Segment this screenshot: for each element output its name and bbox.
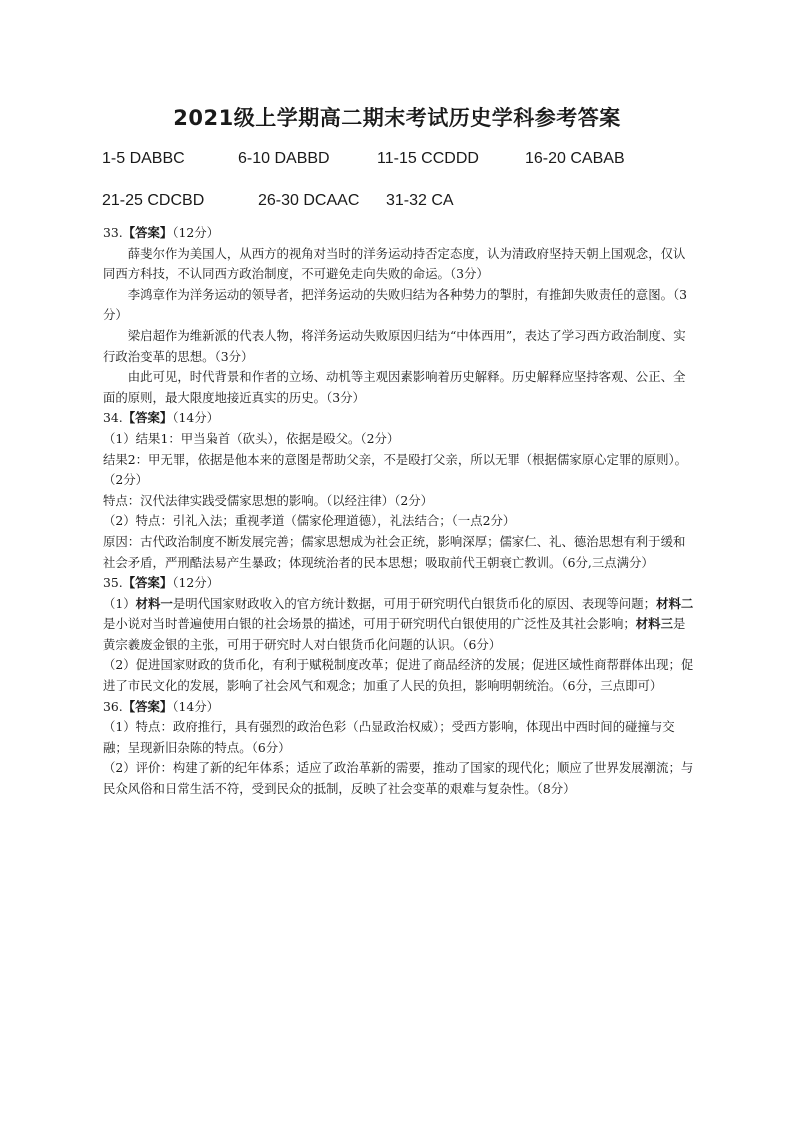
q33-answer-tag: 【答案】	[122, 225, 173, 240]
q35-score: （12分）	[172, 575, 220, 591]
q33-paragraph: 薛斐尔作为美国人，从西方的视角对当时的洋务运动持否定态度，认为清政府坚持天朝上国观念，仅认同西方科技，不认同西方政治制度，不可避免走向失败的命运。（3分）	[103, 245, 686, 282]
q34-line: 原因：古代政治制度不断发展完善；儒家思想成为社会正统，影响深厚；儒家仁、礼、德治思想有利于缓和社会矛盾，严刑酷法易产生暴政；体现统治者的民本思想；吸取前代王朝衰亡教训。（6分,三点满分）	[103, 533, 686, 570]
mc-answer-31-32: 31-32 CA	[386, 192, 454, 209]
material-2-text: 是小说对当时普遍使用白银的社会场景的描述，可用于研究明代白银使用的广泛性及其社会影响；	[103, 616, 636, 632]
mc-answer-16-20: 16-20 CABAB	[525, 150, 625, 167]
q35-part-1-prefix: （1）	[103, 595, 136, 611]
q36-line: （2）评价：构建了新的纪年体系；适应了政治革新的需要，推动了国家的现代化；顺应了世界发展潮流；与民众风俗和日常生活不符，受到民众的抵制，反映了社会变革的艰难与复杂性。（8分）	[103, 760, 694, 797]
q34-line: 特点：汉代法律实践受儒家思想的影响。（以经注律）（2分）	[103, 492, 434, 508]
mc-answer-1-5: 1-5 DABBC	[102, 150, 185, 167]
q36-answer-tag: 【答案】	[122, 698, 173, 714]
material-3-label: 材料三	[635, 616, 673, 632]
q33-number: 33.	[103, 225, 123, 240]
q33-score: （12分）	[172, 225, 220, 240]
answer-content	[103, 223, 697, 800]
q35-answer-tag: 【答案】	[122, 575, 173, 591]
material-3-text: 是黄宗羲废金银的主张，可用于研究时人对白银货币化问题的认识。（6分）	[103, 616, 686, 652]
mc-answer-26-30: 26-30 DCAAC	[258, 192, 360, 209]
material-1-text: 是明代国家财政收入的官方统计数据，可用于研究明代白银货币化的原因、表现等问题；	[172, 595, 657, 611]
q34-heading	[103, 408, 697, 429]
material-1-label: 材料一	[135, 595, 173, 611]
q36-number: 36.	[103, 698, 123, 714]
q35-part-2: （2）促进国家财政的货币化，有利于赋税制度改革；促进了商品经济的发展；促进区域性商帮群体出现；促进了市民文化的发展，影响了社会风气和观念；加重了人民的负担，影响明朝统治。（6分，三点即可）	[103, 657, 694, 694]
material-2-label: 材料二	[656, 595, 694, 611]
q35-part-1	[103, 594, 697, 656]
q33-paragraph: 李鸿章作为洋务运动的领导者，把洋务运动的失败归结为各种势力的掣肘，有推卸失败责任的意图。（3分）	[103, 286, 688, 323]
mc-answer-6-10: 6-10 DABBD	[238, 150, 330, 167]
q34-answer-tag: 【答案】	[122, 410, 173, 426]
q34-line: 结果2：甲无罪，依据是他本来的意图是帮助父亲，不是殴打父亲，所以无罪（根据儒家原心定罪的原则）。（2分）	[103, 451, 688, 488]
q34-number: 34.	[103, 410, 123, 426]
q34-line: （1）结果1：甲当枭首（砍头），依据是殴父。（2分）	[103, 430, 400, 446]
q33-paragraph: 由此可见，时代背景和作者的立场、动机等主观因素影响着历史解释。历史解释应坚持客观、公正、全面的原则，最大限度地接近真实的历史。（3分）	[103, 369, 686, 405]
q33-paragraph: 梁启超作为维新派的代表人物，将洋务运动失败原因归结为“中体西用”，表达了学习西方政治制度、实行政治变革的思想。（3分）	[103, 327, 686, 364]
q36-score: （14分）	[172, 698, 220, 714]
q35-number: 35.	[103, 575, 123, 591]
page-title: 2021级上学期高二期末考试历史学科参考答案	[173, 106, 621, 130]
q34-score: （14分）	[172, 410, 220, 426]
q33-heading	[103, 223, 697, 244]
mc-answer-11-15: 11-15 CCDDD	[377, 150, 479, 167]
mc-answer-21-25: 21-25 CDCBD	[102, 192, 205, 209]
q36-heading	[103, 697, 697, 718]
q36-line: （1）特点：政府推行，具有强烈的政治色彩（凸显政治权威）；受西方影响，体现出中西时间的碰撞与交融；呈现新旧杂陈的特点。（6分）	[103, 719, 675, 755]
q34-line: （2）特点：引礼入法；重视孝道（儒家伦理道德），礼法结合；（一点2分）	[103, 513, 516, 529]
q35-heading	[103, 573, 697, 594]
